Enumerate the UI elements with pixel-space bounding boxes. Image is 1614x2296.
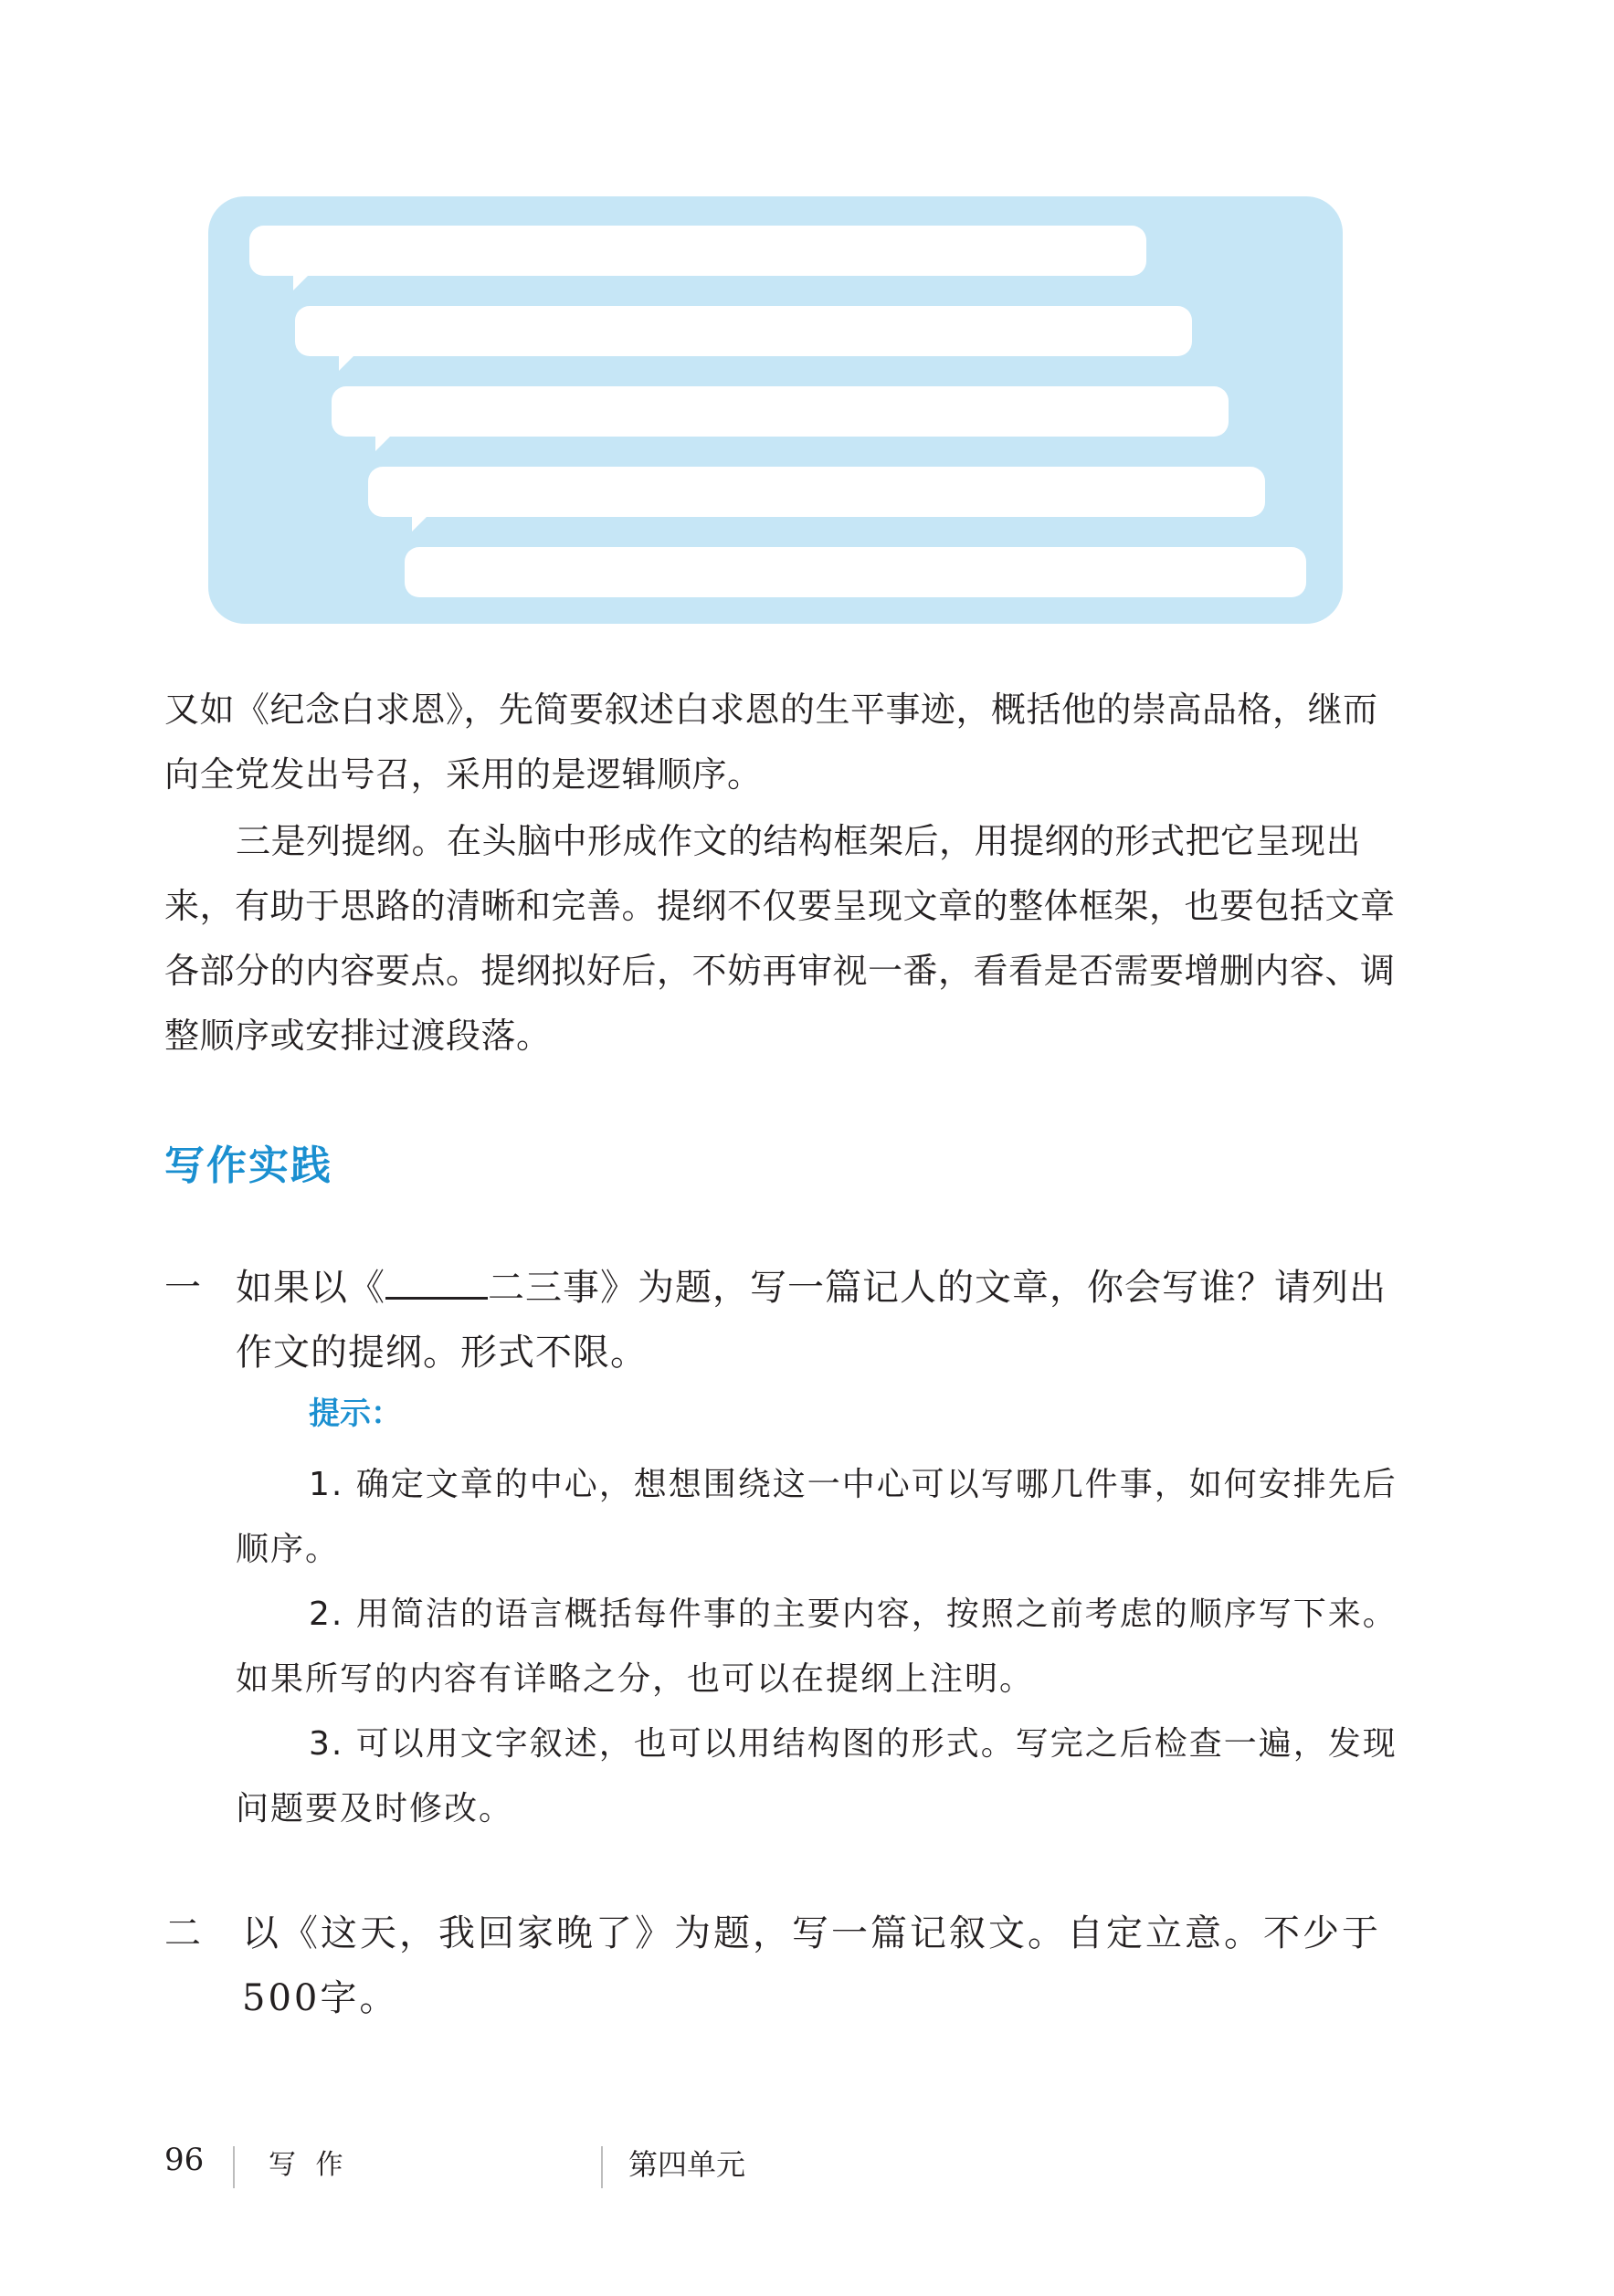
page-number: 96: [164, 2142, 205, 2178]
footer-unit: 第四单元: [628, 2147, 746, 2182]
body-paragraph-1: 又如《纪念白求恩》，先简要叙述白求恩的生平事迹，概括他的崇高品格，继而向全党发出号召，采用的是逻辑顺序。: [164, 690, 1378, 795]
hint-item-3: 3. 可以用文字叙述，也可以用结构图的形式。写完之后检查一遍，发现问题要及时修改。: [236, 1725, 1398, 1827]
section-title: 写作实践: [164, 1143, 332, 1189]
footer-divider: [601, 2146, 603, 2188]
footer-divider: [233, 2146, 235, 2188]
hint-item-2: 2. 用简洁的语言概括每件事的主要内容，按照之前考虑的顺序写下来。如果所写的内容有详略之分，也可以在提纲上注明。: [236, 1596, 1398, 1698]
speech-bubble: [332, 386, 1229, 437]
question-1-text-after: 二三事》为题，写一篇记人的文章，你会写谁？请列出作文的提纲。形式不限。: [236, 1267, 1387, 1374]
footer-section: 写 作: [269, 2149, 349, 2181]
question-1-number: 一: [164, 1267, 201, 1309]
speech-bubble: [295, 306, 1192, 356]
question-2-number: 二: [164, 1912, 201, 1954]
speech-bubble: [368, 467, 1265, 517]
speech-bubble: [249, 226, 1146, 276]
question-1-text: [236, 1256, 1407, 1385]
hint-item-1: 1. 确定文章的中心，想想围绕这一中心可以写哪几件事，如何安排先后顺序。: [236, 1466, 1398, 1568]
hint-label: 提示：: [309, 1396, 402, 1432]
question-1-text-before: 如果以《: [236, 1267, 385, 1309]
speech-bubble-panel: [208, 196, 1343, 624]
speech-bubble: [405, 547, 1306, 597]
body-paragraph-2: 三是列提纲。在头脑中形成作文的结构框架后，用提纲的形式把它呈现出来，有助于思路的清晰和完善。提纲不仅要呈现文章的整体框架，也要包括文章各部分的内容要点。提纲拟好后，不妨再审视一番，看看是否需要增删内容、调整顺序或安排过渡段落。: [164, 821, 1396, 1056]
question-2-text: 以《这天，我回家晚了》为题，写一篇记叙文。自定立意。不少于500字。: [242, 1912, 1381, 2019]
fill-in-blank: [385, 1266, 488, 1300]
